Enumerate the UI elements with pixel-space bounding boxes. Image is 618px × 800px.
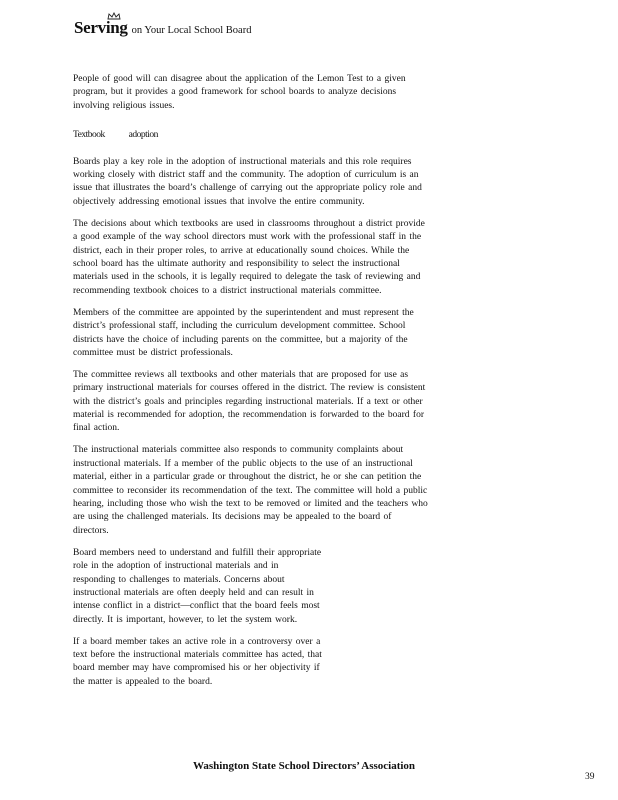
body-paragraph: The committee reviews all textbooks and other materials that are proposed for use as primary instructional materials for courses offered in the district. The review is consistent with the district’s goals and principles regarding instructional materials. If a text or other material is recommended for adoption, the recommendation is forwarded to the board for final action. bbox=[73, 369, 426, 434]
section-heading: Textbook adoption bbox=[73, 130, 158, 141]
body-paragraph: The decisions about which textbooks are used in classrooms throughout a district provide a good example of the way school directors must work with the professional staff in the district, each in their proper roles, to arrive at educationally sound choices. While the school board has the ultimate authority and responsibility to select the instructional materials used in the schools, it is legally required to delegate the task of reviewing and recommending textbook choices to a district instructional materials committee. bbox=[73, 218, 425, 296]
header-brand bbox=[74, 18, 132, 37]
crown-icon bbox=[107, 12, 121, 20]
body-paragraph: The instructional materials committee also responds to community complaints about instructional materials. If a member of the public objects to the use of an instructional material, either in a particular grade or throughout the district, he or she can petition the committee to reconsider its recommendation of the text. The committee will hold a public hearing, including those who wish the text to be removed or limited and the teachers who are using the challenged materials. Its decisions may be appealed to the board of directors. bbox=[73, 445, 428, 536]
header-brand-text: Serving bbox=[74, 18, 128, 37]
footer-organization: Washington State School Directors’ Association bbox=[193, 760, 416, 772]
header-tagline: on Your Local School Board bbox=[131, 25, 252, 36]
body-paragraph: Boards play a key role in the adoption of instructional materials and this role requires working closely with district staff and the community. The adoption of curriculum is an issue that illustrates the board’s challenge of carrying out the appropriate policy role and objectively addressing emotional issues that involve the entire community. bbox=[73, 156, 422, 207]
body-paragraph: If a board member takes an active role in a controversy over a text before the instructional materials committee has acted, that board member may have compromised his or her objectivity if the matter is appealed to the board. bbox=[73, 636, 322, 687]
intro-paragraph: People of good will can disagree about the application of the Lemon Test to a given program, but it provides a good framework for school boards to analyze decisions involving religious issues. bbox=[73, 74, 406, 111]
body-content bbox=[73, 73, 430, 698]
running-header bbox=[74, 18, 251, 42]
body-paragraph: Board members need to understand and fulfill their appropriate role in the adoption of instructional materials and in responding to challenges to materials. Concerns about instructional materials are often deeply held and can result in intense conflict in a district—conflict that the board feels most directly. It is important, however, to let the system work. bbox=[73, 547, 322, 625]
page-number: 39 bbox=[585, 772, 595, 782]
body-paragraph: Members of the committee are appointed by the superintendent and must represent the district’s professional staff, including the curriculum development committee. School districts have the choice of including parents on the committee, but a majority of the committee must be district professionals. bbox=[73, 307, 414, 358]
